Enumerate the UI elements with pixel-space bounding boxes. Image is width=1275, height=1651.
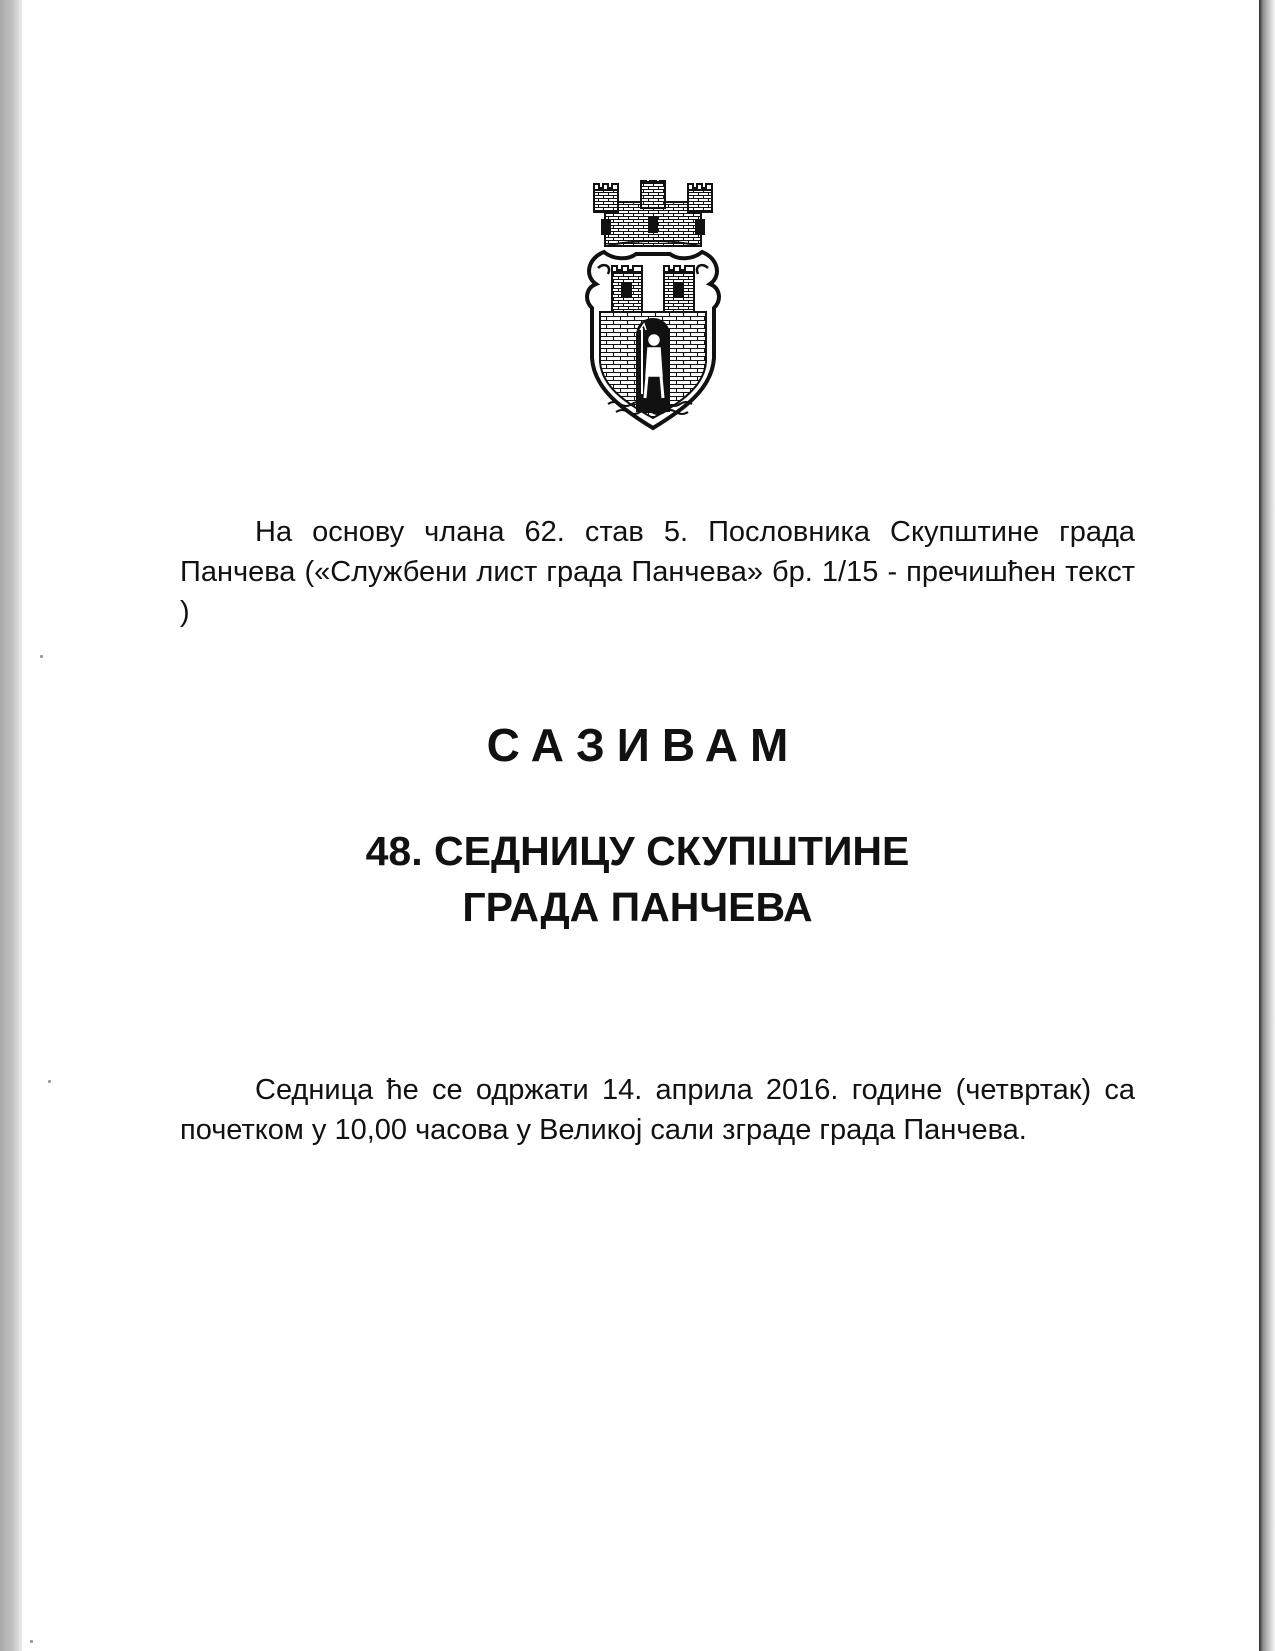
mural-crown [594, 180, 712, 246]
session-title-line-2: ГРАДА ПАНЧЕВА [462, 884, 813, 930]
scan-speck [30, 1640, 33, 1643]
scan-speck [48, 1080, 51, 1083]
coat-of-arms-icon [578, 180, 728, 432]
session-title-line-1: 48. СЕДНИЦУ СКУПШТИНЕ [365, 828, 910, 874]
session-title [0, 823, 1275, 935]
legal-basis-paragraph: На основу члана 62. став 5. Пословника Скупштине града Панчева («Службени лист града Панчева» бр. 1/15 - пречишћен текст ) [180, 516, 1135, 628]
session-details-paragraph: Седница ће се одржати 14. априла 2016. године (четвртак) са почетком у 10,00 часова у Великој сали зграде града Панчева. [180, 1074, 1135, 1146]
scan-speck [40, 655, 43, 658]
convene-heading: САЗИВАМ [486, 719, 801, 771]
